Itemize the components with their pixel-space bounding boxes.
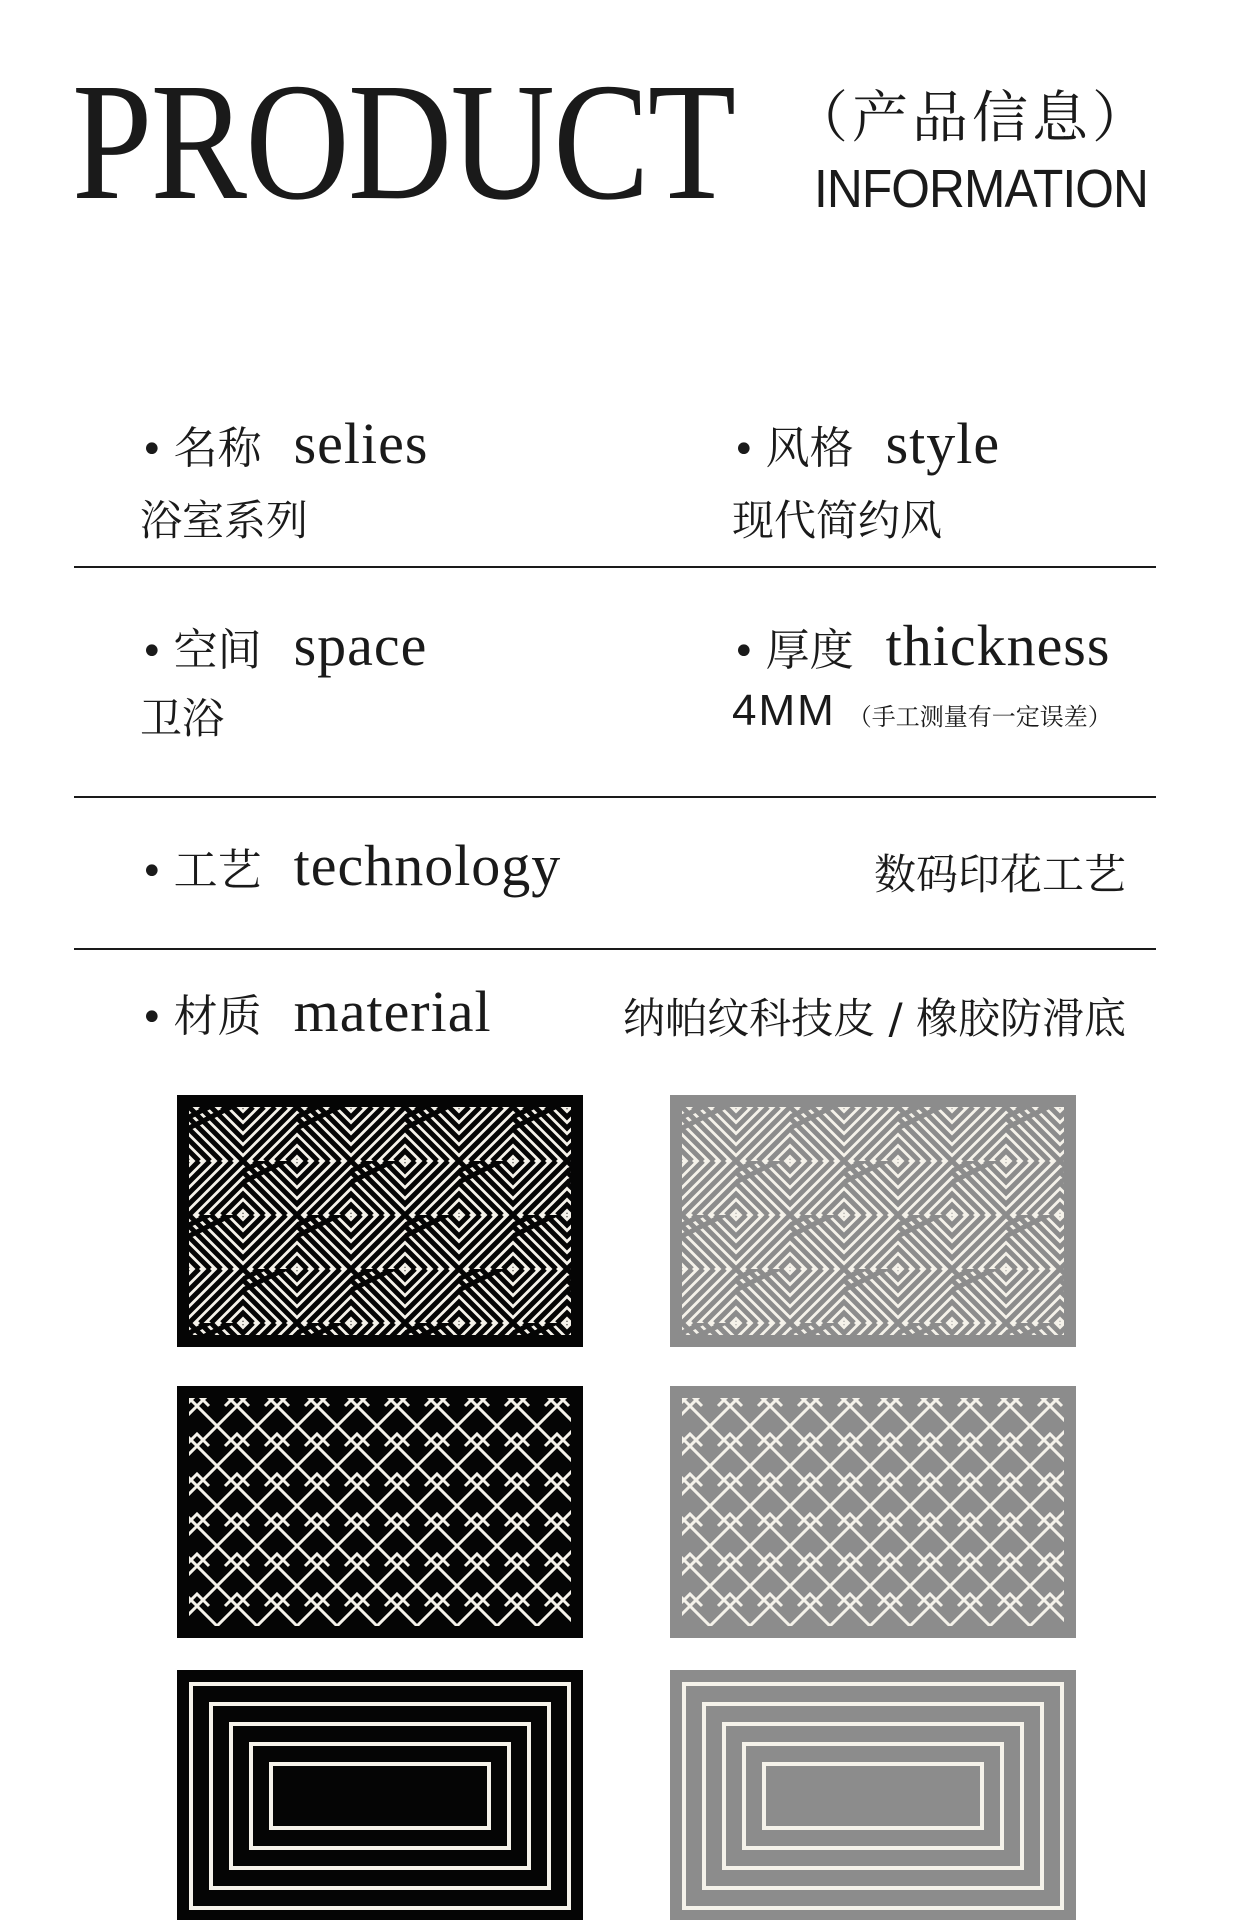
spec-row-space-thickness xyxy=(74,566,1156,798)
bullet: • xyxy=(140,629,164,675)
spec-material-label xyxy=(140,978,492,1045)
spec-thickness-label-cn: 厚度 xyxy=(765,625,854,676)
spec-technology-label-cn: 工艺 xyxy=(173,845,262,896)
chevron-gray-pattern xyxy=(670,1386,1076,1638)
spec-style-label-en: style xyxy=(885,411,1001,476)
spec-series-label-en: selies xyxy=(293,411,429,476)
frames-black-pattern xyxy=(177,1670,583,1920)
swatch-chevron-black xyxy=(177,1386,583,1638)
swatch-basket-weave-gray xyxy=(670,1095,1076,1347)
subtitle-english: INFORMATION xyxy=(814,159,1148,219)
spec-thickness-label-en: thickness xyxy=(885,613,1111,678)
page-header xyxy=(0,0,1240,260)
spec-style-label-cn: 风格 xyxy=(765,423,854,474)
spec-material-label-cn: 材质 xyxy=(173,991,262,1042)
spec-technology-value: 数码印花工艺 xyxy=(873,850,1126,899)
bullet: • xyxy=(140,995,164,1041)
spec-thickness-value: 4MM xyxy=(732,686,836,735)
spec-material-value: 纳帕纹科技皮 / 橡胶防滑底 xyxy=(623,994,1126,1043)
spec-row-material xyxy=(74,948,1156,1068)
spec-space-label-en: space xyxy=(293,613,428,678)
frames-gray-pattern xyxy=(670,1670,1076,1920)
spec-space-value: 卫浴 xyxy=(140,694,225,743)
basket-weave-gray-pattern xyxy=(670,1095,1076,1347)
product-title: PRODUCT xyxy=(72,49,735,235)
spec-row-technology xyxy=(74,796,1156,950)
spec-style-label xyxy=(732,410,1000,477)
spec-series-label-cn: 名称 xyxy=(173,423,262,474)
bullet: • xyxy=(732,427,756,473)
spec-thickness-note: （手工测量有一定误差） xyxy=(847,703,1112,731)
spec-technology-label xyxy=(140,832,561,899)
spec-thickness-label xyxy=(732,612,1110,679)
spec-space-label-cn: 空间 xyxy=(173,625,262,676)
swatch-frames-gray xyxy=(670,1670,1076,1920)
basket-weave-black-pattern xyxy=(177,1095,583,1347)
swatch-chevron-gray xyxy=(670,1386,1076,1638)
spec-series-label xyxy=(140,410,428,477)
spec-technology-label-en: technology xyxy=(293,833,562,898)
spec-row-series-style xyxy=(74,400,1156,568)
spec-style-value: 现代简约风 xyxy=(732,496,943,545)
spec-thickness-value-group xyxy=(732,686,1112,736)
swatch-basket-weave-black xyxy=(177,1095,583,1347)
chevron-black-pattern xyxy=(177,1386,583,1638)
spec-series-value: 浴室系列 xyxy=(140,496,309,545)
bullet: • xyxy=(140,849,164,895)
spec-space-label xyxy=(140,612,427,679)
spec-material-label-en: material xyxy=(293,979,492,1044)
swatch-frames-black xyxy=(177,1670,583,1920)
bullet: • xyxy=(732,629,756,675)
bullet: • xyxy=(140,427,164,473)
subtitle-chinese: （产品信息） xyxy=(792,86,1152,151)
